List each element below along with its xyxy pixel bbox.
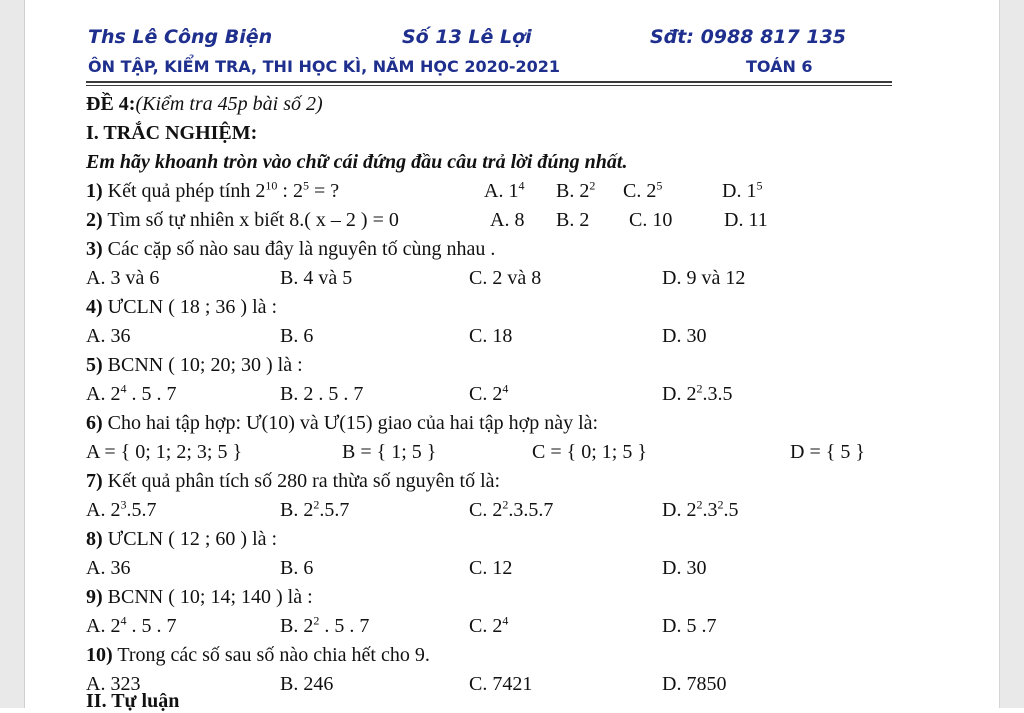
option-a[interactable]: A. 36 [86, 557, 131, 579]
question-text: Cho hai tập hợp: Ư(10) và Ư(15) giao của hai tập hợp này là: [107, 412, 599, 434]
option-a[interactable]: A. $2^3.5.7$ [86, 497, 157, 521]
section-1-title: I. TRẮC NGHIỆM: [86, 122, 258, 144]
option-b[interactable]: B. $2^2$ . 5 . 7 [280, 613, 370, 637]
option-a[interactable]: A. 8 [490, 209, 525, 231]
option-c[interactable]: C. 18 [469, 325, 513, 347]
question-text: Tìm số tự nhiên x biết 8.( x – 2 ) = 0 [107, 209, 399, 231]
option-c[interactable]: C. $2^4$ [469, 381, 509, 405]
option-a[interactable]: A. $2^4$ . 5 . 7 [86, 381, 177, 405]
option-d[interactable]: D. 30 [662, 325, 707, 347]
question-text: ƯCLN ( 18 ; 36 ) là : [107, 296, 278, 318]
option-c[interactable]: C. 7421 [469, 673, 533, 695]
question-number: 6) [86, 412, 103, 434]
question-7 [86, 467, 906, 496]
option-b[interactable]: B. $2^2.5.7$ [280, 497, 350, 521]
question-2 [86, 206, 906, 235]
header-top-row [0, 26, 1024, 56]
option-b[interactable]: B. 246 [280, 673, 334, 695]
question-8 [86, 525, 906, 554]
question-8-options [86, 554, 906, 583]
header-rule-thin [86, 85, 892, 86]
question-6-options [86, 438, 906, 467]
option-d[interactable]: D. $2^2.3.5$ [662, 381, 733, 405]
question-number: 4) [86, 296, 103, 318]
option-c[interactable]: C. 10 [629, 209, 673, 231]
header-rule-thick [86, 81, 892, 83]
option-b[interactable]: B. 6 [280, 557, 314, 579]
question-number: 5) [86, 354, 103, 376]
option-b[interactable]: B. 2 . 5 . 7 [280, 383, 364, 405]
option-b[interactable]: B. $2^2$ [556, 178, 596, 202]
option-a[interactable]: A. $1^4$ [484, 178, 525, 202]
question-3 [86, 235, 906, 264]
exam-subtitle: (Kiểm tra 45p bài số 2) [135, 93, 323, 115]
question-4 [86, 293, 906, 322]
question-text: Kết quả phân tích số 280 ra thừa số nguyên tố là: [107, 470, 501, 492]
question-5 [86, 351, 906, 380]
option-c[interactable]: C. $2^2.3.5.7$ [469, 497, 554, 521]
option-b[interactable]: B = { 1; 5 } [342, 441, 437, 463]
option-c[interactable]: C. 2 và 8 [469, 267, 542, 289]
section-1-instruction: Em hãy khoanh tròn vào chữ cái đứng đầu câu trả lời đúng nhất. [86, 151, 628, 173]
option-c[interactable]: C. $2^4$ [469, 613, 509, 637]
option-a[interactable]: A. $2^4$ . 5 . 7 [86, 613, 177, 637]
question-number: 7) [86, 470, 103, 492]
option-a[interactable]: A. 36 [86, 325, 131, 347]
subject-label: TOÁN 6 [746, 57, 813, 76]
question-4-options [86, 322, 906, 351]
question-number: 1) [86, 180, 103, 202]
question-text: Các cặp số nào sau đây là nguyên tố cùng nhau . [107, 238, 496, 260]
option-a[interactable]: A. 3 và 6 [86, 267, 160, 289]
option-c[interactable]: C. $2^5$ [623, 178, 663, 202]
option-d[interactable]: D = { 5 } [790, 441, 865, 463]
header-second-row [0, 57, 1024, 81]
option-b[interactable]: B. 6 [280, 325, 314, 347]
option-d[interactable]: D. 5 .7 [662, 615, 717, 637]
option-d[interactable]: D. $1^5$ [722, 178, 763, 202]
question-text: BCNN ( 10; 14; 140 ) là : [107, 586, 313, 608]
question-text: Trong các số sau số nào chia hết cho 9. [117, 644, 430, 666]
teacher-name: Ths Lê Công Biện [88, 26, 273, 48]
left-gutter [0, 0, 25, 708]
address: Số 13 Lê Lợi [402, 26, 532, 48]
phone-number: Sđt: 0988 817 135 [650, 26, 847, 48]
question-9 [86, 583, 906, 612]
question-number: 2) [86, 209, 103, 231]
question-number: 10) [86, 644, 113, 666]
question-text: BCNN ( 10; 20; 30 ) là : [107, 354, 303, 376]
option-a[interactable]: A. 323 [86, 673, 141, 695]
option-a[interactable]: A = { 0; 1; 2; 3; 5 } [86, 441, 243, 463]
question-number: 8) [86, 528, 103, 550]
question-number: 3) [86, 238, 103, 260]
option-c[interactable]: C. 12 [469, 557, 513, 579]
exam-content [86, 90, 906, 699]
option-d[interactable]: D. 11 [724, 209, 768, 231]
question-10 [86, 641, 906, 670]
question-1 [86, 177, 906, 206]
option-d[interactable]: D. 9 và 12 [662, 267, 746, 289]
question-10-options [86, 670, 906, 699]
question-text: Kết quả phép tính $2^{10}$ : $2^5$ = ? [107, 178, 340, 202]
option-c[interactable]: C = { 0; 1; 5 } [532, 441, 647, 463]
option-b[interactable]: B. 4 và 5 [280, 267, 353, 289]
option-b[interactable]: B. 2 [556, 209, 590, 231]
right-gutter [999, 0, 1024, 708]
section-2-title: II. Tự luận [86, 690, 180, 712]
question-number: 9) [86, 586, 103, 608]
question-7-options [86, 496, 906, 525]
option-d[interactable]: D. 7850 [662, 673, 727, 695]
exam-title [86, 90, 906, 119]
question-6 [86, 409, 906, 438]
question-9-options [86, 612, 906, 641]
exam-label: ĐỀ 4: [86, 93, 136, 115]
option-d[interactable]: D. $2^2.3^2.5$ [662, 497, 739, 521]
option-d[interactable]: D. 30 [662, 557, 707, 579]
question-3-options [86, 264, 906, 293]
question-5-options [86, 380, 906, 409]
course-title: ÔN TẬP, KIỂM TRA, THI HỌC KÌ, NĂM HỌC 2020-2021 [88, 57, 561, 76]
question-text: ƯCLN ( 12 ; 60 ) là : [107, 528, 278, 550]
